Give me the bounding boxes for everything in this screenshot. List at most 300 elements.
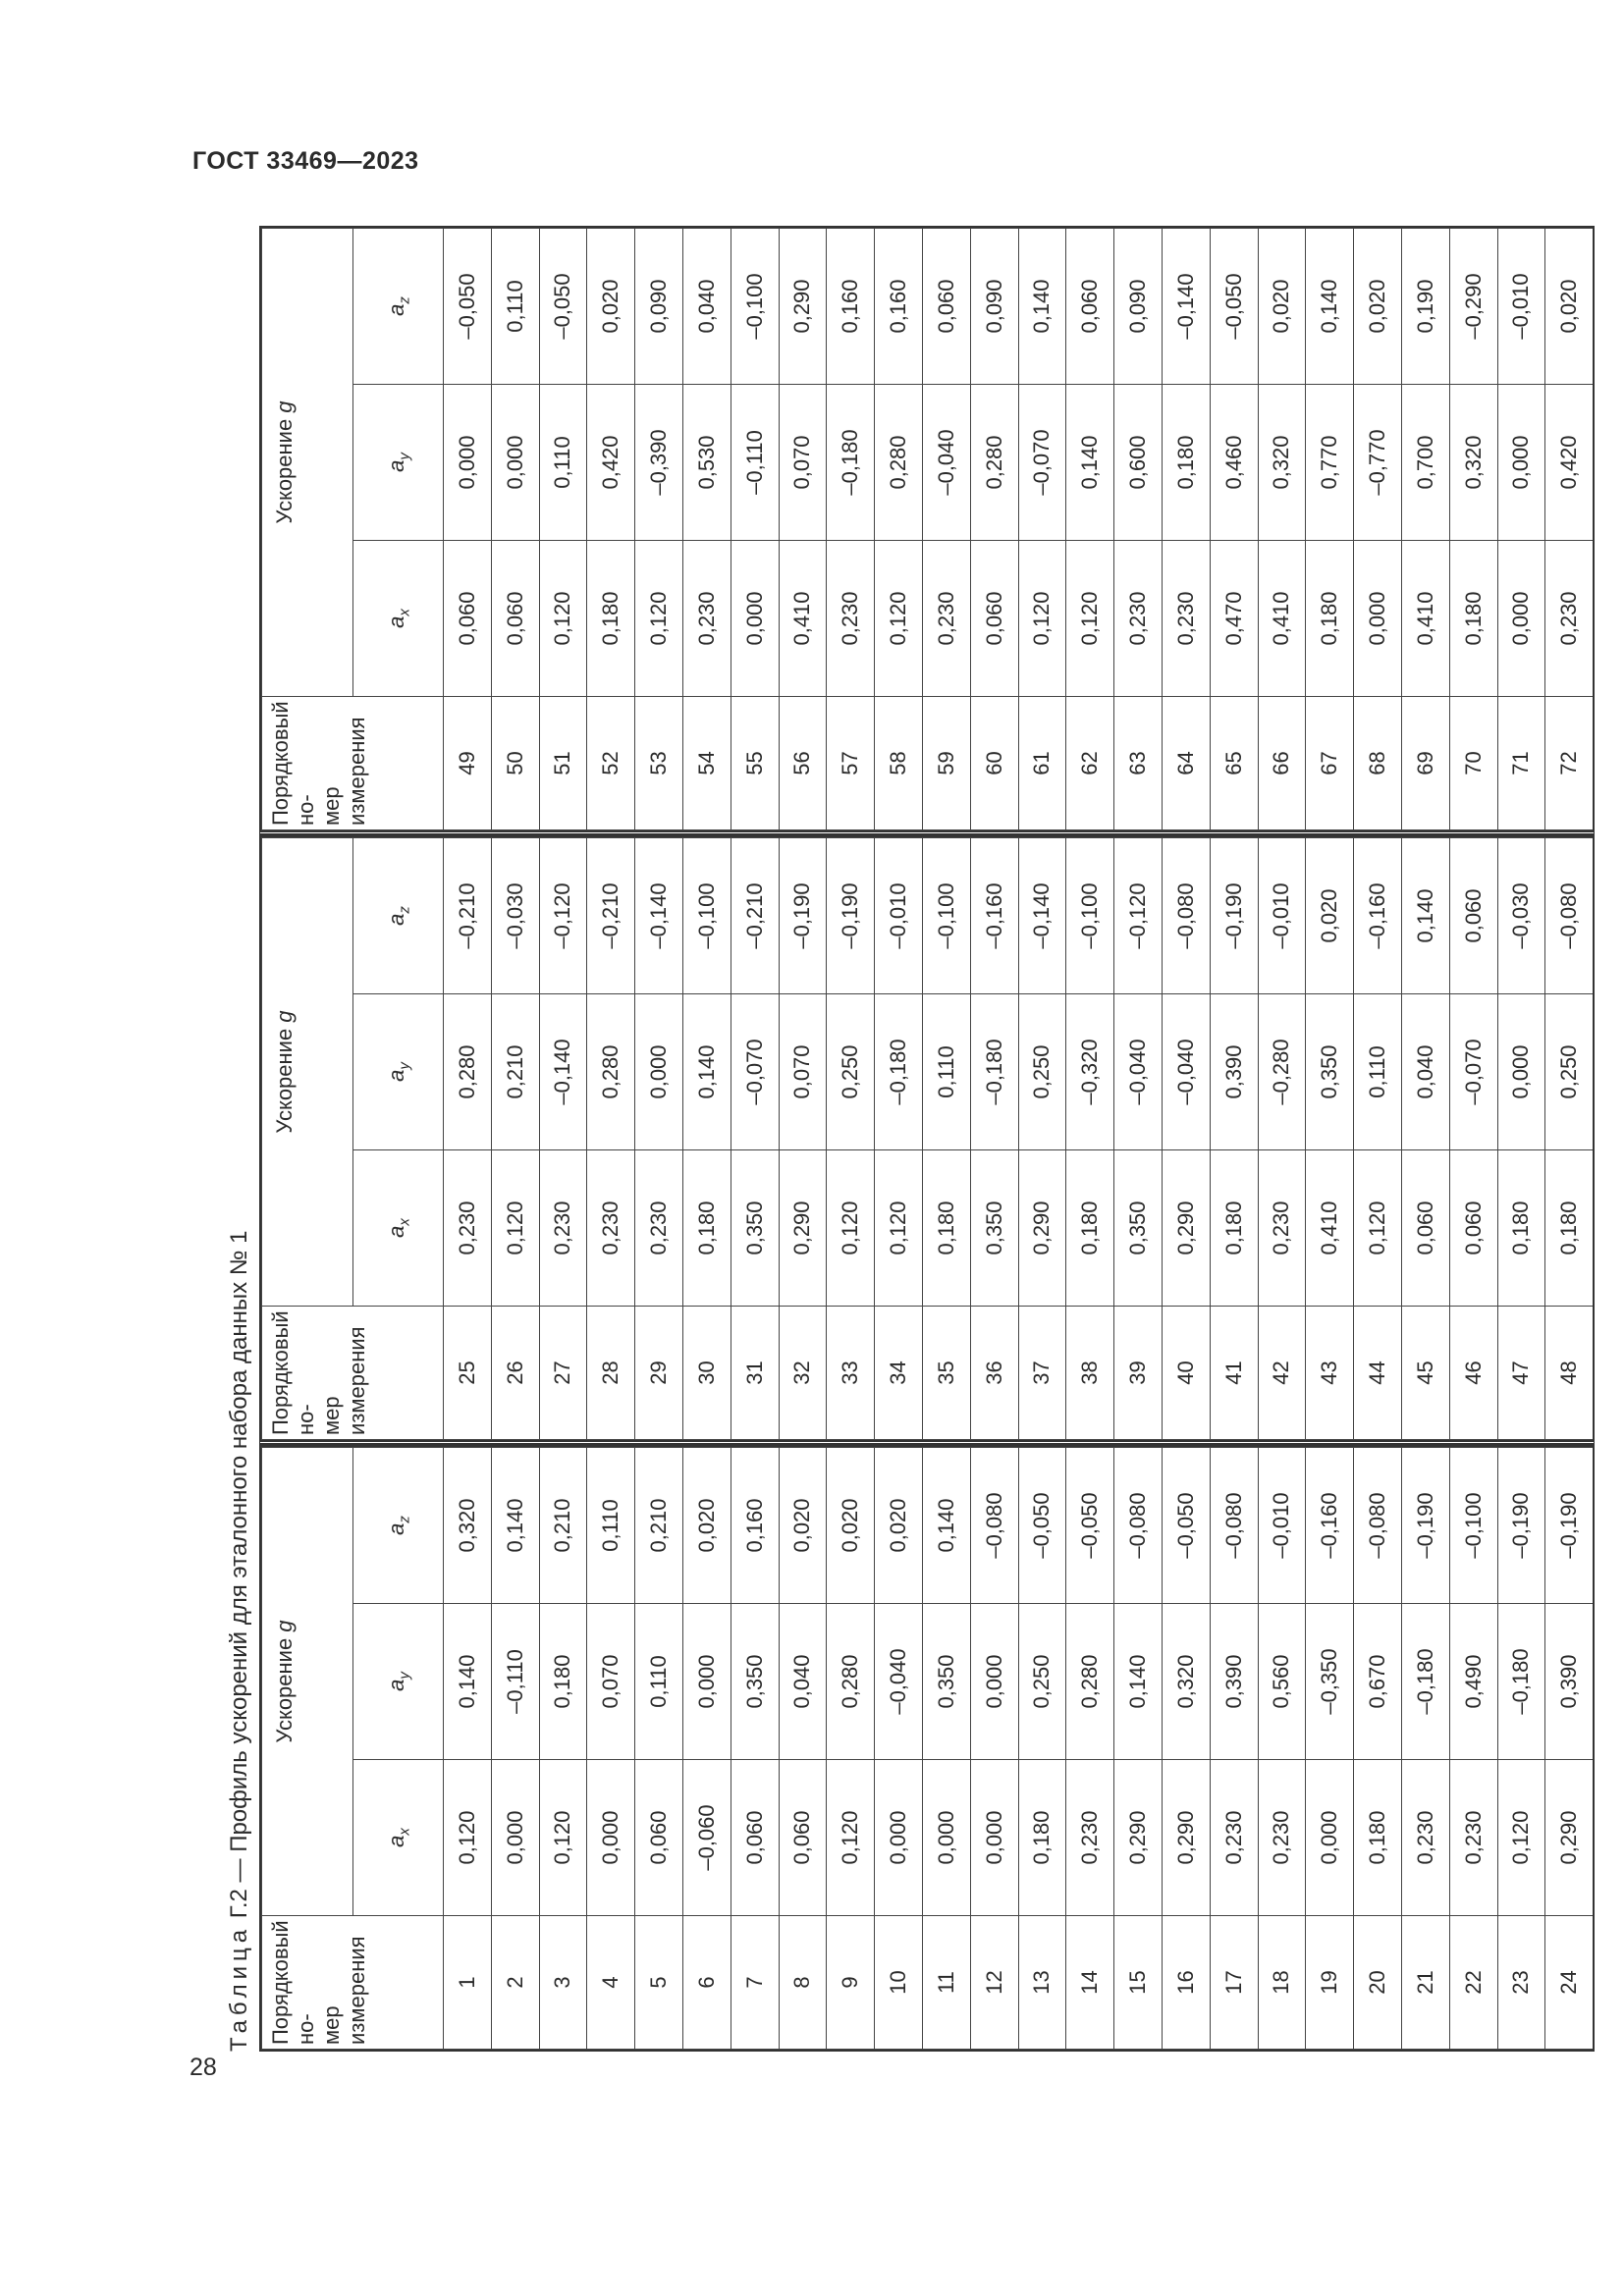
cell-az: 0,110 (491, 229, 539, 385)
header-acceleration-symbol: g (272, 1010, 297, 1023)
cell-ax: 0,230 (1545, 541, 1593, 697)
cell-ay: 0,000 (444, 385, 492, 541)
cell-measurement-number: 57 (827, 697, 875, 830)
table-row (779, 838, 827, 1440)
cell-measurement-number: 44 (1354, 1307, 1402, 1440)
cell-az: –0,050 (1066, 1448, 1114, 1604)
cell-measurement-number: 62 (1066, 697, 1114, 830)
cell-ax: 0,120 (1066, 541, 1114, 697)
cell-measurement-number: 56 (779, 697, 827, 830)
cell-ay: 0,770 (1306, 385, 1354, 541)
cell-ax: 0,230 (1449, 1760, 1497, 1916)
cell-measurement-number: 43 (1306, 1307, 1354, 1440)
cell-measurement-number: 13 (1018, 1916, 1066, 2050)
cell-ay: 0,000 (1497, 385, 1545, 541)
cell-ay: –0,320 (1066, 994, 1114, 1150)
table-row (539, 838, 587, 1440)
cell-ay: 0,280 (444, 994, 492, 1150)
cell-ay: 0,320 (1449, 385, 1497, 541)
cell-az: –0,080 (1354, 1448, 1402, 1604)
cell-az: –0,120 (1114, 838, 1163, 994)
cell-ax: 0,410 (1401, 541, 1449, 697)
axis-subscript: x (395, 609, 412, 616)
table-row (587, 1448, 635, 2050)
table-row (1401, 1448, 1449, 2050)
table-row (1401, 838, 1449, 1440)
cell-measurement-number: 5 (635, 1916, 683, 2050)
table-row (1066, 1448, 1114, 2050)
table-row (1306, 229, 1354, 830)
cell-ay: 0,280 (1066, 1604, 1114, 1760)
table-row (1018, 229, 1066, 830)
cell-measurement-number: 58 (875, 697, 923, 830)
axis-letter: a (383, 459, 408, 472)
header-acceleration-text: Ускорение (272, 412, 297, 524)
cell-ay: 0,250 (1018, 994, 1066, 1150)
cell-ay: 0,180 (1162, 385, 1210, 541)
cell-measurement-number: 67 (1306, 697, 1354, 830)
cell-measurement-number: 38 (1066, 1307, 1114, 1440)
cell-measurement-number: 22 (1449, 1916, 1497, 2050)
cell-ay: –0,140 (539, 994, 587, 1150)
header-axis-z (352, 229, 444, 385)
cell-measurement-number: 8 (779, 1916, 827, 2050)
cell-ay: 0,320 (1162, 1604, 1210, 1760)
table-row (970, 229, 1018, 830)
table-row (1162, 229, 1210, 830)
cell-ax: 0,290 (1018, 1150, 1066, 1307)
table-row (970, 1448, 1018, 2050)
cell-az: –0,290 (1449, 229, 1497, 385)
cell-az: –0,050 (1018, 1448, 1066, 1604)
cell-az: –0,140 (1018, 838, 1066, 994)
cell-ay: 0,700 (1401, 385, 1449, 541)
cell-ay: 0,110 (539, 385, 587, 541)
cell-ax: 0,230 (1210, 1760, 1258, 1916)
cell-measurement-number: 52 (587, 697, 635, 830)
cell-ay: –0,350 (1306, 1604, 1354, 1760)
cell-measurement-number: 14 (1066, 1916, 1114, 2050)
cell-az: 0,210 (539, 1448, 587, 1604)
cell-measurement-number: 69 (1401, 697, 1449, 830)
cell-measurement-number: 24 (1545, 1916, 1593, 2050)
cell-ay: 0,250 (1545, 994, 1593, 1150)
cell-measurement-number: 45 (1401, 1307, 1449, 1440)
cell-ay: 0,000 (491, 385, 539, 541)
cell-az: 0,320 (444, 1448, 492, 1604)
cell-measurement-number: 4 (587, 1916, 635, 2050)
cell-az: –0,080 (1210, 1448, 1258, 1604)
cell-az: –0,210 (731, 838, 779, 994)
cell-ay: –0,390 (635, 385, 683, 541)
cell-measurement-number: 15 (1114, 1916, 1163, 2050)
cell-az: –0,190 (1401, 1448, 1449, 1604)
table-row (875, 838, 923, 1440)
cell-ay: –0,040 (1114, 994, 1163, 1150)
cell-measurement-number: 3 (539, 1916, 587, 2050)
cell-ax: 0,290 (1162, 1150, 1210, 1307)
cell-az: 0,160 (731, 1448, 779, 1604)
cell-measurement-number: 10 (875, 1916, 923, 2050)
table-row (827, 229, 875, 830)
cell-ay: –0,180 (970, 994, 1018, 1150)
cell-measurement-number: 31 (731, 1307, 779, 1440)
cell-az: –0,210 (587, 838, 635, 994)
cell-ay: 0,000 (1497, 994, 1545, 1150)
cell-ay: 0,460 (1210, 385, 1258, 541)
table-block (259, 1445, 1595, 2052)
cell-ax: 0,230 (1258, 1150, 1306, 1307)
cell-az: –0,050 (1210, 229, 1258, 385)
table-row (1306, 1448, 1354, 2050)
header-axis-x (352, 541, 444, 697)
cell-measurement-number: 60 (970, 697, 1018, 830)
cell-ax: 0,290 (1114, 1760, 1163, 1916)
cell-measurement-number: 9 (827, 1916, 875, 2050)
table-row (1210, 229, 1258, 830)
cell-az: 0,020 (875, 1448, 923, 1604)
cell-ay: 0,250 (827, 994, 875, 1150)
table-row (491, 229, 539, 830)
cell-measurement-number: 25 (444, 1307, 492, 1440)
cell-ax: 0,290 (779, 1150, 827, 1307)
header-acceleration-symbol: g (272, 400, 297, 413)
cell-ay: –0,770 (1354, 385, 1402, 541)
cell-ax: 0,230 (444, 1150, 492, 1307)
table-row (1497, 1448, 1545, 2050)
cell-ay: 0,070 (779, 385, 827, 541)
axis-subscript: z (395, 296, 412, 304)
cell-az: –0,100 (682, 838, 731, 994)
table-row (444, 838, 492, 1440)
cell-az: 0,090 (635, 229, 683, 385)
table-row (1114, 229, 1163, 830)
table-row (922, 838, 970, 1440)
cell-az: –0,140 (1162, 229, 1210, 385)
cell-measurement-number: 61 (1018, 697, 1066, 830)
table-row (1258, 1448, 1306, 2050)
cell-measurement-number: 20 (1354, 1916, 1402, 2050)
cell-ax: 0,120 (1354, 1150, 1402, 1307)
cell-az: 0,140 (1401, 838, 1449, 994)
cell-ax: 0,230 (1066, 1760, 1114, 1916)
cell-measurement-number: 68 (1354, 697, 1402, 830)
cell-ax: 0,060 (635, 1760, 683, 1916)
cell-ay: 0,000 (682, 1604, 731, 1760)
cell-ax: 0,350 (970, 1150, 1018, 1307)
cell-ax: 0,290 (1162, 1760, 1210, 1916)
cell-ax: 0,180 (1545, 1150, 1593, 1307)
table-row (1354, 838, 1402, 1440)
table-row (1497, 838, 1545, 1440)
cell-measurement-number: 54 (682, 697, 731, 830)
cell-az: –0,080 (1545, 838, 1593, 994)
cell-measurement-number: 72 (1545, 697, 1593, 830)
table-row (1449, 838, 1497, 1440)
cell-ax: 0,060 (444, 541, 492, 697)
cell-az: –0,050 (1162, 1448, 1210, 1604)
cell-ax: 0,120 (827, 1760, 875, 1916)
cell-ay: 0,210 (491, 994, 539, 1150)
cell-ay: 0,070 (779, 994, 827, 1150)
cell-measurement-number: 39 (1114, 1307, 1163, 1440)
cell-az: 0,020 (827, 1448, 875, 1604)
cell-az: –0,080 (970, 1448, 1018, 1604)
header-measurement-number: Порядковый но- мер измерения (262, 1916, 444, 2050)
cell-ay: 0,390 (1545, 1604, 1593, 1760)
cell-ax: –0,060 (682, 1760, 731, 1916)
data-table (261, 837, 1593, 1440)
cell-ay: 0,000 (970, 1604, 1018, 1760)
cell-ax: 0,230 (1401, 1760, 1449, 1916)
table-row (1497, 229, 1545, 830)
cell-ax: 0,000 (1354, 541, 1402, 697)
cell-az: –0,160 (970, 838, 1018, 994)
table-row (587, 229, 635, 830)
cell-ax: 0,120 (539, 1760, 587, 1916)
axis-letter: a (383, 913, 408, 926)
table-row (1306, 838, 1354, 1440)
cell-ay: 0,350 (1306, 994, 1354, 1150)
cell-az: 0,020 (587, 229, 635, 385)
cell-measurement-number: 26 (491, 1307, 539, 1440)
cell-ax: 0,230 (539, 1150, 587, 1307)
cell-ax: 0,180 (1066, 1150, 1114, 1307)
table-row (1114, 1448, 1163, 2050)
table-row (779, 229, 827, 830)
cell-ay: 0,390 (1210, 994, 1258, 1150)
cell-ax: 0,230 (827, 541, 875, 697)
cell-ax: 0,060 (970, 541, 1018, 697)
table-row (1449, 229, 1497, 830)
cell-ax: 0,180 (1354, 1760, 1402, 1916)
cell-ax: 0,000 (875, 1760, 923, 1916)
cell-measurement-number: 17 (1210, 1916, 1258, 2050)
header-axis-y (352, 994, 444, 1150)
cell-ax: 0,180 (1449, 541, 1497, 697)
table-row (682, 838, 731, 1440)
cell-measurement-number: 41 (1210, 1307, 1258, 1440)
table-row (444, 229, 492, 830)
cell-measurement-number: 71 (1497, 697, 1545, 830)
table-row (491, 838, 539, 1440)
table-row (922, 1448, 970, 2050)
cell-measurement-number: 59 (922, 697, 970, 830)
cell-measurement-number: 16 (1162, 1916, 1210, 2050)
table-row (635, 229, 683, 830)
cell-az: –0,190 (779, 838, 827, 994)
table-row (1354, 229, 1402, 830)
axis-subscript: z (395, 906, 412, 914)
cell-az: –0,140 (635, 838, 683, 994)
cell-az: 0,160 (827, 229, 875, 385)
table-row (1210, 1448, 1258, 2050)
cell-ay: 0,280 (827, 1604, 875, 1760)
cell-ax: 0,120 (539, 541, 587, 697)
cell-az: –0,210 (444, 838, 492, 994)
cell-ay: –0,180 (1401, 1604, 1449, 1760)
cell-measurement-number: 34 (875, 1307, 923, 1440)
cell-az: 0,190 (1401, 229, 1449, 385)
cell-ay: –0,040 (875, 1604, 923, 1760)
cell-ax: 0,120 (1018, 541, 1066, 697)
cell-ay: 0,420 (1545, 385, 1593, 541)
cell-measurement-number: 30 (682, 1307, 731, 1440)
header-acceleration-text: Ускорение (272, 1022, 297, 1134)
table-row (1258, 229, 1306, 830)
table-row (1066, 838, 1114, 1440)
cell-az: 0,110 (587, 1448, 635, 1604)
cell-az: 0,140 (1018, 229, 1066, 385)
cell-ax: 0,180 (1018, 1760, 1066, 1916)
cell-ay: 0,110 (922, 994, 970, 1150)
header-acceleration (262, 1448, 353, 1916)
cell-az: –0,100 (1066, 838, 1114, 994)
cell-ay: 0,600 (1114, 385, 1163, 541)
cell-measurement-number: 36 (970, 1307, 1018, 1440)
cell-ay: 0,250 (1018, 1604, 1066, 1760)
cell-az: 0,060 (1066, 229, 1114, 385)
table-block (259, 835, 1595, 1445)
cell-az: –0,190 (1545, 1448, 1593, 1604)
data-table (261, 1447, 1593, 2050)
cell-measurement-number: 1 (444, 1916, 492, 2050)
cell-ay: –0,280 (1258, 994, 1306, 1150)
table-row (539, 1448, 587, 2050)
cell-ay: –0,110 (491, 1604, 539, 1760)
table-row (922, 229, 970, 830)
cell-az: –0,030 (491, 838, 539, 994)
cell-ay: 0,110 (1354, 994, 1402, 1150)
table-row (1162, 1448, 1210, 2050)
cell-ax: 0,060 (1449, 1150, 1497, 1307)
cell-measurement-number: 46 (1449, 1307, 1497, 1440)
cell-ax: 0,470 (1210, 541, 1258, 697)
cell-az: 0,020 (1354, 229, 1402, 385)
axis-letter: a (383, 1225, 408, 1238)
cell-ay: 0,490 (1449, 1604, 1497, 1760)
cell-az: –0,120 (539, 838, 587, 994)
cell-ax: 0,000 (1306, 1760, 1354, 1916)
cell-ax: 0,060 (491, 541, 539, 697)
cell-measurement-number: 7 (731, 1916, 779, 2050)
header-axis-y (352, 1604, 444, 1760)
cell-ay: 0,280 (875, 385, 923, 541)
cell-measurement-number: 35 (922, 1307, 970, 1440)
cell-ay: –0,110 (731, 385, 779, 541)
table-row (1545, 229, 1593, 830)
cell-ax: 0,180 (1306, 541, 1354, 697)
cell-measurement-number: 65 (1210, 697, 1258, 830)
cell-measurement-number: 33 (827, 1307, 875, 1440)
cell-ax: 0,180 (682, 1150, 731, 1307)
cell-ay: 0,000 (635, 994, 683, 1150)
cell-ax: 0,120 (444, 1760, 492, 1916)
axis-subscript: z (395, 1516, 412, 1523)
table-row (875, 229, 923, 830)
cell-ax: 0,000 (970, 1760, 1018, 1916)
cell-ax: 0,180 (1210, 1150, 1258, 1307)
table-row (635, 1448, 683, 2050)
cell-measurement-number: 6 (682, 1916, 731, 2050)
cell-ax: 0,060 (731, 1760, 779, 1916)
cell-measurement-number: 48 (1545, 1307, 1593, 1440)
cell-ay: –0,180 (1497, 1604, 1545, 1760)
axis-subscript: y (395, 453, 412, 460)
cell-measurement-number: 55 (731, 697, 779, 830)
cell-az: –0,010 (1258, 838, 1306, 994)
cell-ax: 0,000 (491, 1760, 539, 1916)
cell-measurement-number: 29 (635, 1307, 683, 1440)
rotated-table-area (225, 236, 1582, 2052)
table-row (827, 1448, 875, 2050)
cell-ay: –0,040 (922, 385, 970, 541)
cell-measurement-number: 28 (587, 1307, 635, 1440)
cell-measurement-number: 40 (1162, 1307, 1210, 1440)
cell-ax: 0,120 (1497, 1760, 1545, 1916)
cell-measurement-number: 64 (1162, 697, 1210, 830)
cell-ax: 0,230 (682, 541, 731, 697)
cell-ax: 0,060 (1401, 1150, 1449, 1307)
cell-ay: 0,350 (922, 1604, 970, 1760)
cell-ay: 0,280 (587, 994, 635, 1150)
cell-az: –0,030 (1497, 838, 1545, 994)
table-row (682, 229, 731, 830)
cell-ax: 0,180 (587, 541, 635, 697)
cell-measurement-number: 11 (922, 1916, 970, 2050)
cell-ay: 0,110 (635, 1604, 683, 1760)
table-block (259, 226, 1595, 835)
cell-measurement-number: 18 (1258, 1916, 1306, 2050)
cell-ay: 0,420 (587, 385, 635, 541)
cell-az: 0,020 (1306, 838, 1354, 994)
cell-az: 0,160 (875, 229, 923, 385)
cell-ax: 0,000 (587, 1760, 635, 1916)
cell-ax: 0,230 (1162, 541, 1210, 697)
header-measurement-number: Порядковый но- мер измерения (262, 1307, 444, 1440)
cell-ay: 0,350 (731, 1604, 779, 1760)
cell-ax: 0,000 (731, 541, 779, 697)
cell-az: –0,100 (731, 229, 779, 385)
cell-ax: 0,290 (1545, 1760, 1593, 1916)
cell-az: –0,050 (539, 229, 587, 385)
header-axis-z (352, 1448, 444, 1604)
table-row (1401, 229, 1449, 830)
table-row (491, 1448, 539, 2050)
table-row (1545, 1448, 1593, 2050)
cell-ax: 0,060 (779, 1760, 827, 1916)
cell-az: –0,080 (1162, 838, 1210, 994)
cell-ay: 0,180 (539, 1604, 587, 1760)
cell-ax: 0,350 (731, 1150, 779, 1307)
cell-ax: 0,120 (875, 1150, 923, 1307)
cell-az: –0,160 (1306, 1448, 1354, 1604)
cell-ax: 0,230 (587, 1150, 635, 1307)
table-row (587, 838, 635, 1440)
cell-az: 0,210 (635, 1448, 683, 1604)
cell-az: 0,090 (1114, 229, 1163, 385)
axis-subscript: x (395, 1828, 412, 1836)
cell-ax: 0,230 (1114, 541, 1163, 697)
table-row (635, 838, 683, 1440)
table-row (1066, 229, 1114, 830)
header-axis-y (352, 385, 444, 541)
cell-az: 0,040 (682, 229, 731, 385)
axis-letter: a (383, 1679, 408, 1691)
table-row (1114, 838, 1163, 1440)
axis-letter: a (383, 1835, 408, 1847)
cell-ay: 0,040 (779, 1604, 827, 1760)
